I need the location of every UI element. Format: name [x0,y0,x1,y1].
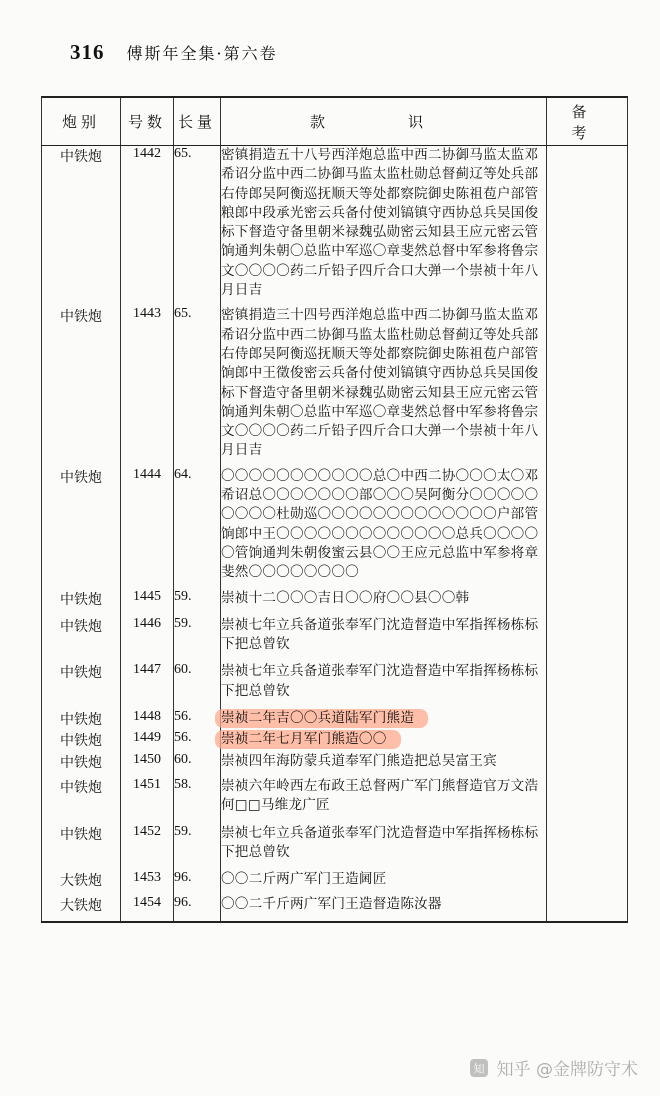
cannon-length-cell: 96. [174,870,221,895]
remark-cell [547,895,628,921]
watermark-text: 知乎 @金牌防守术 [496,1060,638,1080]
remark-cell [547,146,628,307]
remark-cell [547,467,628,589]
inscription-cell [221,306,547,466]
remark-cell [547,662,628,709]
cannon-number-cell: 1452 [121,824,174,871]
remark-cell [547,589,628,616]
remark-cell [547,616,628,663]
table-row [42,467,628,589]
remark-cell [547,870,628,895]
inscription-text: 崇祯十二〇〇〇吉日〇〇府〇〇县〇〇韩 [221,589,470,606]
cannon-length-cell: 59. [174,589,221,616]
cannon-length-cell: 58. [174,777,221,824]
table-row [42,589,628,616]
inscription-cell [221,662,547,709]
cannon-number-cell: 1447 [121,662,174,709]
inscription-cell [221,709,547,730]
cannon-type-cell: 大铁炮 [42,870,121,895]
table-row [42,709,628,730]
inscription-text: 密镇捐造三十四号西洋炮总监中西二协御马监太监邓希诏分监中西二协御马监太监杜勋总督蓟辽等处兵部右侍郎吴阿衡巡抚顺天等处都察院御史陈祖苞户部管饷郎中王徵俊密云兵备付使刘镐镇守西协总兵吴国俊标下督造守备里朝米禄魏弘勋密云知县王应元密云管饷通判朱朝〇总监中军巡〇章斐然总督中军参将鲁宗文〇〇〇〇药二斤铅子四斤合口大弹一个崇祯十年八月日吉 [221,307,539,459]
cannon-length-cell: 60. [174,752,221,777]
cannon-length-cell: 59. [174,824,221,871]
cannon-length-cell: 56. [174,709,221,730]
column-header-remark: 备 考 [547,97,628,146]
table-row [42,870,628,895]
inscription-text: 〇〇二斤两广军门王造阃匠 [221,871,387,888]
table-row [42,752,628,777]
cannon-catalog-table [41,96,634,923]
cannon-number-cell: 1444 [121,467,174,589]
remark-cell [547,730,628,751]
inscription-cell [221,752,547,777]
inscription-text: 崇祯七年立兵备道张奉军门沈造督造中军指挥杨栋标下把总曾钦 [221,824,539,860]
inscription-text: 崇祯七年立兵备道张奉军门沈造督造中军指挥杨栋标下把总曾钦 [221,663,539,699]
table-row [42,662,628,709]
table-row [42,616,628,663]
cannon-type-cell: 中铁炮 [42,752,121,777]
page-header [70,40,278,70]
cannon-type-cell: 中铁炮 [42,777,121,824]
cannon-type-cell: 中铁炮 [42,467,121,589]
inscription-cell [221,777,547,824]
table-row [42,730,628,751]
cannon-number-cell: 1450 [121,752,174,777]
cannon-type-cell: 中铁炮 [42,824,121,871]
column-header-length: 长量 [174,97,221,146]
inscription-cell [221,730,547,751]
zhihu-logo-icon [469,1058,489,1078]
highlighted-inscription-text: 崇祯二年七月军门熊造〇〇 [215,730,401,749]
column-header-type: 炮别 [42,97,121,146]
highlighted-inscription-text: 崇祯二年吉〇〇兵道陆军门熊造 [215,709,428,728]
cannon-number-cell: 1448 [121,709,174,730]
inscription-text: 崇祯六年岭西左布政王总督两广军门熊督造官万文浩何□□马维龙广匠 [221,777,539,814]
cannon-length-cell: 65. [174,306,221,466]
cannon-type-cell: 中铁炮 [42,709,121,730]
cannon-type-cell: 中铁炮 [42,662,121,709]
remark-cell [547,752,628,777]
cannon-type-cell: 中铁炮 [42,730,121,751]
remark-cell [547,777,628,824]
cannon-number-cell: 1443 [121,306,174,466]
cannon-type-cell: 大铁炮 [42,895,121,921]
cannon-number-cell: 1451 [121,777,174,824]
inscription-cell [221,895,547,921]
table-row [42,146,628,307]
inscription-cell [221,870,547,895]
cannon-number-cell: 1442 [121,146,174,307]
cannon-length-cell: 59. [174,616,221,663]
cannon-length-cell: 56. [174,730,221,751]
svg-text:知: 知 [473,1062,485,1075]
cannon-type-cell: 中铁炮 [42,589,121,616]
inscription-text: 密镇捐造五十八号西洋炮总监中西二协御马监太监邓希诏分监中西二协御马监太监杜勋总督蓟辽等处兵部右侍郎吴阿衡巡抚顺天等处都察院御史陈祖苞户部管粮郎中段承光密云兵备付使刘镐镇守西协总兵吴国俊标下督造守备里朝米禄魏弘勋密云知县王应元密云管饷通判朱朝〇总监中军巡〇章斐然总督中军参将鲁宗文〇〇〇〇药二斤铅子四斤合口大弹一个崇祯十年八月日吉 [221,147,539,299]
inscription-text: 〇〇〇〇〇〇〇〇〇〇〇总〇中西二协〇〇〇太〇邓希诏总〇〇〇〇〇〇〇部〇〇〇吴阿衡分〇〇〇〇〇〇〇〇〇杜勋巡〇〇〇〇〇〇〇〇〇〇〇〇〇户部管饷郎中王〇〇〇〇〇〇〇〇〇〇〇〇〇总兵〇〇〇〇〇管饷通判朱朝俊蜜云县〇〇王应元总监中军参将章斐然〇〇〇〇〇〇〇〇 [221,467,539,581]
cannon-number-cell: 1454 [121,895,174,921]
inscription-cell [221,616,547,663]
column-header-inscription: 款 识 [221,97,547,146]
inscription-text: 崇祯七年立兵备道张奉军门沈造督造中军指挥杨栋标下把总曾钦 [221,616,539,653]
cannon-type-cell: 中铁炮 [42,146,121,307]
table-row [42,306,628,466]
cannon-type-cell: 中铁炮 [42,616,121,663]
page-number: 316 [70,40,105,64]
table-header-row [42,97,628,146]
inscription-cell [221,146,547,307]
cannon-length-cell: 65. [174,146,221,307]
cannon-length-cell: 64. [174,467,221,589]
book-title: 傅斯年全集·第六卷 [126,44,278,63]
inscription-cell [221,824,547,871]
cannon-length-cell: 96. [174,895,221,921]
watermark [469,1055,638,1080]
cannon-length-cell: 60. [174,662,221,709]
cannon-number-cell: 1449 [121,730,174,751]
remark-cell [547,824,628,871]
table-row [42,824,628,871]
cannon-type-cell: 中铁炮 [42,306,121,466]
cannon-number-cell: 1446 [121,616,174,663]
inscription-cell [221,589,547,616]
remark-cell [547,306,628,466]
inscription-text: 〇〇二千斤两广军门王造督造陈汝器 [221,896,442,913]
table-row [42,777,628,824]
inscription-text: 崇祯四年海防蒙兵道奉军门熊造把总吴富王宾 [221,752,497,769]
remark-cell [547,709,628,730]
inscription-cell [221,467,547,589]
table-row [42,895,628,921]
column-header-number: 号数 [121,97,174,146]
cannon-number-cell: 1453 [121,870,174,895]
cannon-number-cell: 1445 [121,589,174,616]
